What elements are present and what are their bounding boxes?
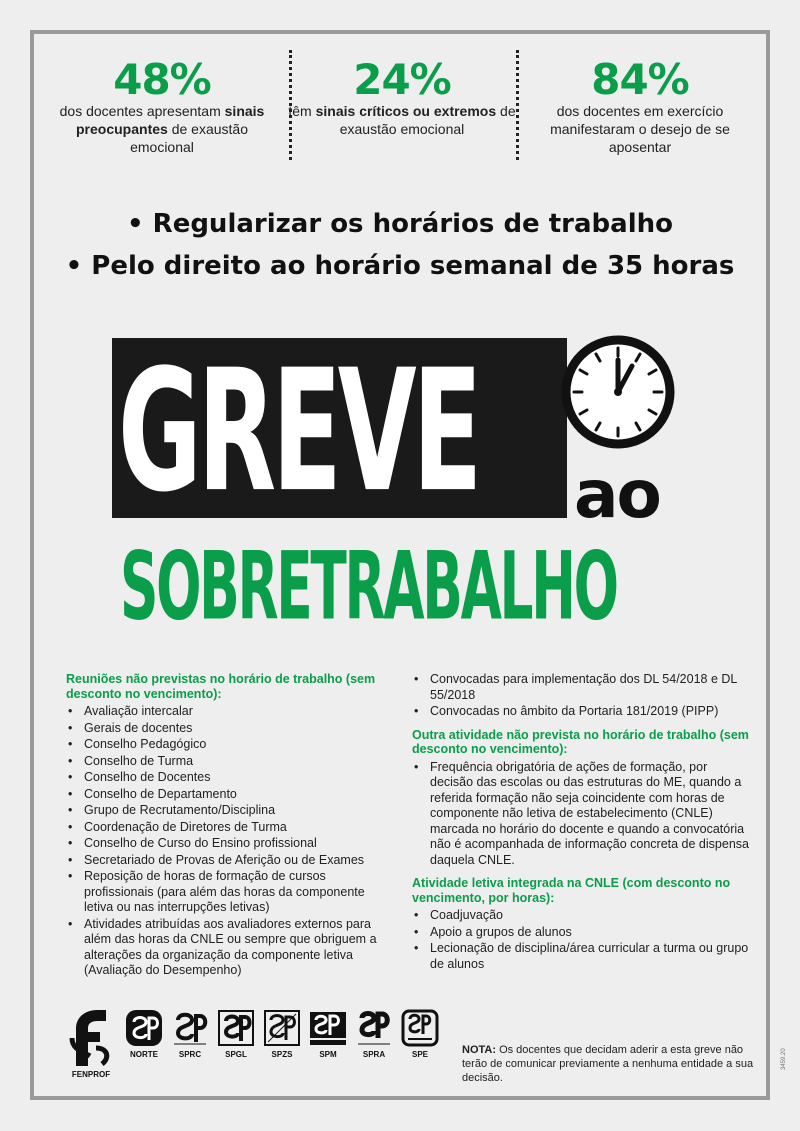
logo-label: SPM [319,1050,337,1059]
sp-logo-icon [308,1008,348,1048]
logo-spe [398,1008,442,1060]
sp-logo-icon [262,1008,302,1048]
sp-logo-icon [216,1008,256,1048]
list-item: • Convocadas para implementação dos DL 54/2018 e DL 55/2018 [412,672,752,703]
headline-ao: ao [574,456,660,533]
list-item: • Conselho de Curso do Ensino profissional [66,836,396,852]
list-item: • Coordenação de Diretores de Turma [66,820,396,836]
logo-norte [122,1008,166,1060]
stat-text-pre: dos docentes apresentam [59,103,225,119]
convocations-list [412,672,752,720]
note-text: Os docentes que decidam aderir a esta greve não terão de comunicar previamente a nenhuma entidade a sua decisão. [462,1044,754,1084]
note [462,1043,762,1085]
logo-spzs [260,1008,304,1060]
sp-logo-icon [400,1008,440,1048]
list-item: • Secretariado de Provas de Aferição ou de Exames [66,853,396,869]
logo-fenprof [66,1008,116,1080]
demand-line: • Pelo direito ao horário semanal de 35 horas [65,251,735,281]
note-label: NOTA: [462,1044,497,1056]
left-column [66,672,396,980]
demand-line: • Regularizar os horários de trabalho [127,209,673,239]
logo-label: SPZS [271,1050,293,1059]
list-item: • Conselho de Departamento [66,787,396,803]
stat-text-pre: têm [288,103,316,119]
logo-label: SPE [411,1050,428,1059]
logo-label: SPRA [362,1050,386,1059]
stat-percentage: 24% [353,55,451,104]
sp-logo-icon [170,1008,210,1048]
stat-text-pre: dos docentes em exercício manifestaram o desejo de se aposentar [550,103,730,155]
stat-text [287,102,517,138]
stat-text-post: de exaustão emocional [339,103,516,137]
fenprof-logo-icon [68,1008,114,1068]
meetings-list [66,704,396,979]
right-column [412,672,752,973]
list-item: • Atividades atribuídas aos avaliadores externos para além das horas da CNLE ou sempre que obriguem a alterações da organização da componente letiva (Avaliação do Desempenho) [66,917,396,979]
stat-text [47,102,277,156]
section-title: Reuniões não previstas no horário de trabalho (sem desconto no vencimento): [66,672,376,701]
logo-spm [306,1008,350,1060]
demands [0,203,800,287]
logo-spgl [214,1008,258,1060]
stat-24 [287,55,517,138]
sp-logo-icon [354,1008,394,1048]
print-code: 3459.20 [781,1048,787,1070]
list-item: • Conselho Pedagógico [66,737,396,753]
logo-sprc [168,1008,212,1060]
stat-48 [47,55,277,156]
stat-text-bold: sinais preocupantes [76,103,265,137]
list-item: • Conselho de Docentes [66,770,396,786]
list-item: • Coadjuvação [412,908,752,924]
stat-percentage: 84% [591,55,689,104]
union-logos [66,1008,446,1088]
list-item: • Reposição de horas de formação de cursos profissionais (para além das horas da componente letiva ou nas interrupções letivas) [66,869,396,916]
list-item: • Frequência obrigatória de ações de formação, por decisão das escolas ou das estruturas do ME, quando a referida formação não seja coincidente com horas de componente não letiva de estabelecimento (CNLE) marcada no horário do docente e quando a convocatória não é acompanhada de informação concreta de dispensa daquela CNLE. [412,760,752,869]
divider [516,50,519,160]
other-activity-list [412,760,752,869]
list-item: • Apoio a grupos de alunos [412,925,752,941]
stat-text-post: de exaustão emocional [130,121,248,155]
logo-label: SPRC [178,1050,202,1059]
list-item: • Convocadas no âmbito da Portaria 181/2019 (PIPP) [412,704,752,720]
list-item: • Gerais de docentes [66,721,396,737]
stat-text [525,102,755,156]
logo-spra [352,1008,396,1060]
logo-label: SPGL [225,1050,247,1059]
list-item: • Grupo de Recrutamento/Disciplina [66,803,396,819]
logo-label: FENPROF [71,1070,111,1079]
section-title: Outra atividade não prevista no horário de trabalho (sem desconto no vencimento): [412,727,749,756]
stat-percentage: 48% [113,55,211,104]
logo-label: NORTE [130,1050,158,1059]
clock-icon [560,334,676,450]
teaching-activity-list [412,908,752,972]
section-title: Atividade letiva integrada na CNLE (com desconto no vencimento, por horas): [412,876,731,905]
sp-logo-icon [124,1008,164,1048]
list-item: • Lecionação de disciplina/área curricular a turma ou grupo de alunos [412,941,752,972]
stat-text-bold: sinais críticos ou extremos [315,103,497,119]
stat-84 [525,55,755,156]
headline-greve: GREVE [118,334,479,530]
list-item: • Avaliação intercalar [66,704,396,720]
headline-sobretrabalho: SOBRETRABALHO [120,531,617,641]
list-item: • Conselho de Turma [66,754,396,770]
